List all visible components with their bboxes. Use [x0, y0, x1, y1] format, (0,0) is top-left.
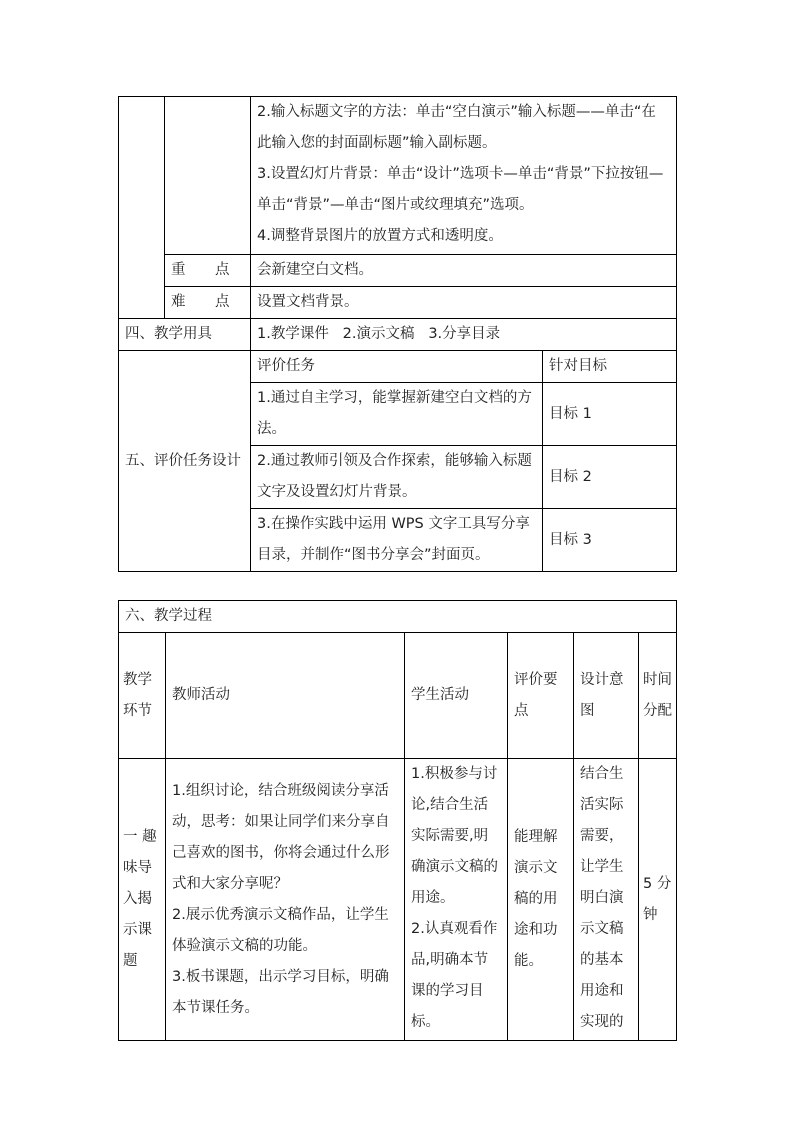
difficulty-text: 设置文档背景。 [251, 287, 677, 319]
section4-title: 四、教学用具 [119, 319, 251, 351]
header-target-goal: 针对目标 [543, 351, 677, 383]
section3-sub-cell [165, 97, 251, 255]
teacher-step-1: 1.组织讨论，结合班级阅读分享活动，思考：如果让同学们来分享自己喜欢的图书，你将会通过什么形式和大家分享呢？ [172, 782, 390, 892]
step-3-text: 3.设置幻灯片背景：单击“设计”选项卡—单击“背景”下拉按钮—单击“背景”—单击“图片或纹理填充”选项。 [257, 166, 664, 213]
goal-1: 目标 1 [543, 383, 677, 446]
header-eval-task: 评价任务 [251, 351, 543, 383]
teacher-activity-cell [166, 759, 405, 1041]
design-intent-cell: 结合生活实际需要，让学生明白演示文稿的基本用途和实现的 [574, 759, 639, 1041]
step-4-text: 4.调整背景图片的放置方式和透明度。 [257, 228, 503, 244]
header-time: 时间分配 [639, 633, 677, 759]
student-step-2: 2.认真观看作品,明确本节课的学习目标。 [411, 921, 498, 1030]
eval-task-2: 2.通过教师引领及合作探索，能够输入标题文字及设置幻灯片背景。 [251, 446, 543, 509]
steps-cell [251, 97, 677, 255]
key-point-text: 会新建空白文档。 [251, 255, 677, 287]
stage-intro: 一 趣味导入揭示课题 [119, 759, 166, 1041]
key-point-label: 重 点 [165, 255, 251, 287]
header-design-intent: 设计意图 [574, 633, 639, 759]
student-step-1: 1.积极参与讨论,结合生活实际需要,明确演示文稿的用途。 [411, 766, 498, 906]
header-eval-points: 评价要点 [508, 633, 574, 759]
eval-task-1: 1.通过自主学习，能掌握新建空白文档的方法。 [251, 383, 543, 446]
header-student-activity: 学生活动 [405, 633, 508, 759]
section6-title: 六、教学过程 [119, 601, 677, 633]
teacher-step-3: 3.板书课题，出示学习目标，明确本节课任务。 [172, 968, 389, 1016]
section5-title: 五、评价任务设计 [119, 351, 251, 572]
section3-label-cell [119, 97, 165, 319]
header-teacher-activity: 教师活动 [166, 633, 405, 759]
student-activity-cell [405, 759, 508, 1041]
header-stage: 教学环节 [119, 633, 166, 759]
goal-3: 目标 3 [543, 509, 677, 572]
goal-2: 目标 2 [543, 446, 677, 509]
step-2-text: 2.输入标题文字的方法：单击“空白演示”输入标题——单击“在此输入您的封面副标题”输入副标题。 [257, 104, 656, 151]
time-cell: 5 分钟 [639, 759, 677, 1041]
teacher-step-2: 2.展示优秀演示文稿作品，让学生体验演示文稿的功能。 [172, 906, 389, 954]
teaching-tools: 1.教学课件 2.演示文稿 3.分享目录 [251, 319, 677, 351]
eval-task-3: 3.在操作实践中运用 WPS 文字工具写分享目录，并制作“图书分享会”封面页。 [251, 509, 543, 572]
difficulty-label: 难 点 [165, 287, 251, 319]
lesson-plan-table-upper [118, 96, 677, 572]
eval-points-cell: 能理解演示文稿的用途和功能。 [508, 759, 574, 1041]
lesson-plan-table-lower [118, 600, 677, 1041]
